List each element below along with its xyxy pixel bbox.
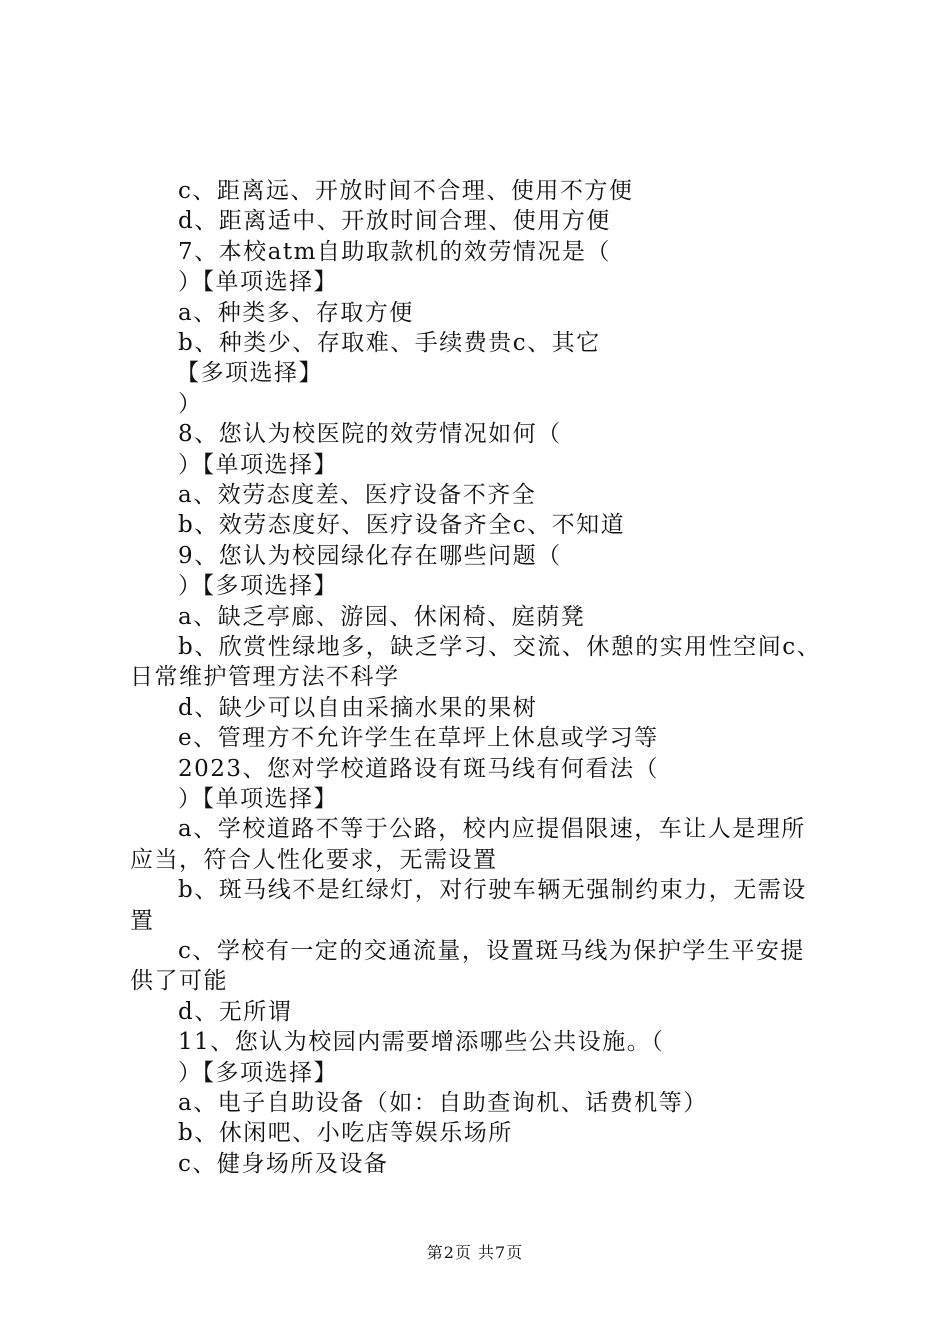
text-line: 置	[130, 908, 155, 934]
text-line: 7、本校atm自助取款机的效劳情况是（	[178, 239, 611, 265]
text-line: 【多项选择】	[176, 360, 323, 386]
text-line: 11、您认为校园内需要增添哪些公共设施。（	[178, 1029, 665, 1055]
text-line: c、距离远、开放时间不合理、使用不方便	[178, 178, 634, 204]
text-line: d、缺少可以自由采摘水果的果树	[178, 695, 538, 721]
text-line: 应当，符合人性化要求，无需设置	[130, 847, 498, 873]
text-line: ）【单项选择】	[178, 786, 338, 812]
text-line: a、种类多、存取方便	[178, 300, 414, 326]
text-line: d、无所谓	[178, 999, 293, 1025]
text-line: e、管理方不允许学生在草坪上休息或学习等	[178, 725, 659, 751]
text-line: b、斑马线不是红绿灯，对行驶车辆无强制约束力，无需设	[178, 877, 807, 903]
text-line: ）【多项选择】	[178, 1060, 338, 1086]
text-line: b、休闲吧、小吃店等娱乐场所	[178, 1120, 513, 1146]
text-line: a、学校道路不等于公路，校内应提倡限速，车让人是理所	[178, 816, 806, 842]
text-line: 9、您认为校园绿化存在哪些问题（	[178, 543, 562, 569]
text-line: 日常维护管理方法不科学	[130, 664, 400, 690]
text-line: d、距离适中、开放时间合理、使用方便	[178, 208, 611, 234]
text-line: 8、您认为校医院的效劳情况如何（	[178, 421, 562, 447]
text-line: c、健身场所及设备	[178, 1151, 389, 1177]
text-line: ）【单项选择】	[178, 452, 338, 478]
text-line: ）【多项选择】	[178, 573, 338, 599]
text-line: b、效劳态度好、医疗设备齐全c、不知道	[178, 512, 626, 538]
text-line: 供了可能	[130, 968, 228, 994]
text-line: c、学校有一定的交通流量，设置斑马线为保护学生平安提	[178, 938, 805, 964]
text-line: ）【单项选择】	[178, 269, 338, 295]
text-line: b、欣赏性绿地多，缺乏学习、交流、休憩的实用性空间c、	[178, 634, 822, 660]
text-line: ）	[178, 391, 203, 417]
text-line: a、缺乏亭廊、游园、休闲椅、庭荫凳	[178, 604, 586, 630]
text-line: 2023、您对学校道路设有斑马线有何看法（	[178, 756, 660, 782]
text-line: a、效劳态度差、医疗设备不齐全	[178, 482, 537, 508]
text-line: b、种类少、存取难、手续费贵c、其它	[178, 330, 601, 356]
page-footer: 第2页 共7页	[426, 1243, 524, 1262]
text-line: a、电子自助设备（如：自助查询机、话费机等）	[178, 1090, 708, 1116]
